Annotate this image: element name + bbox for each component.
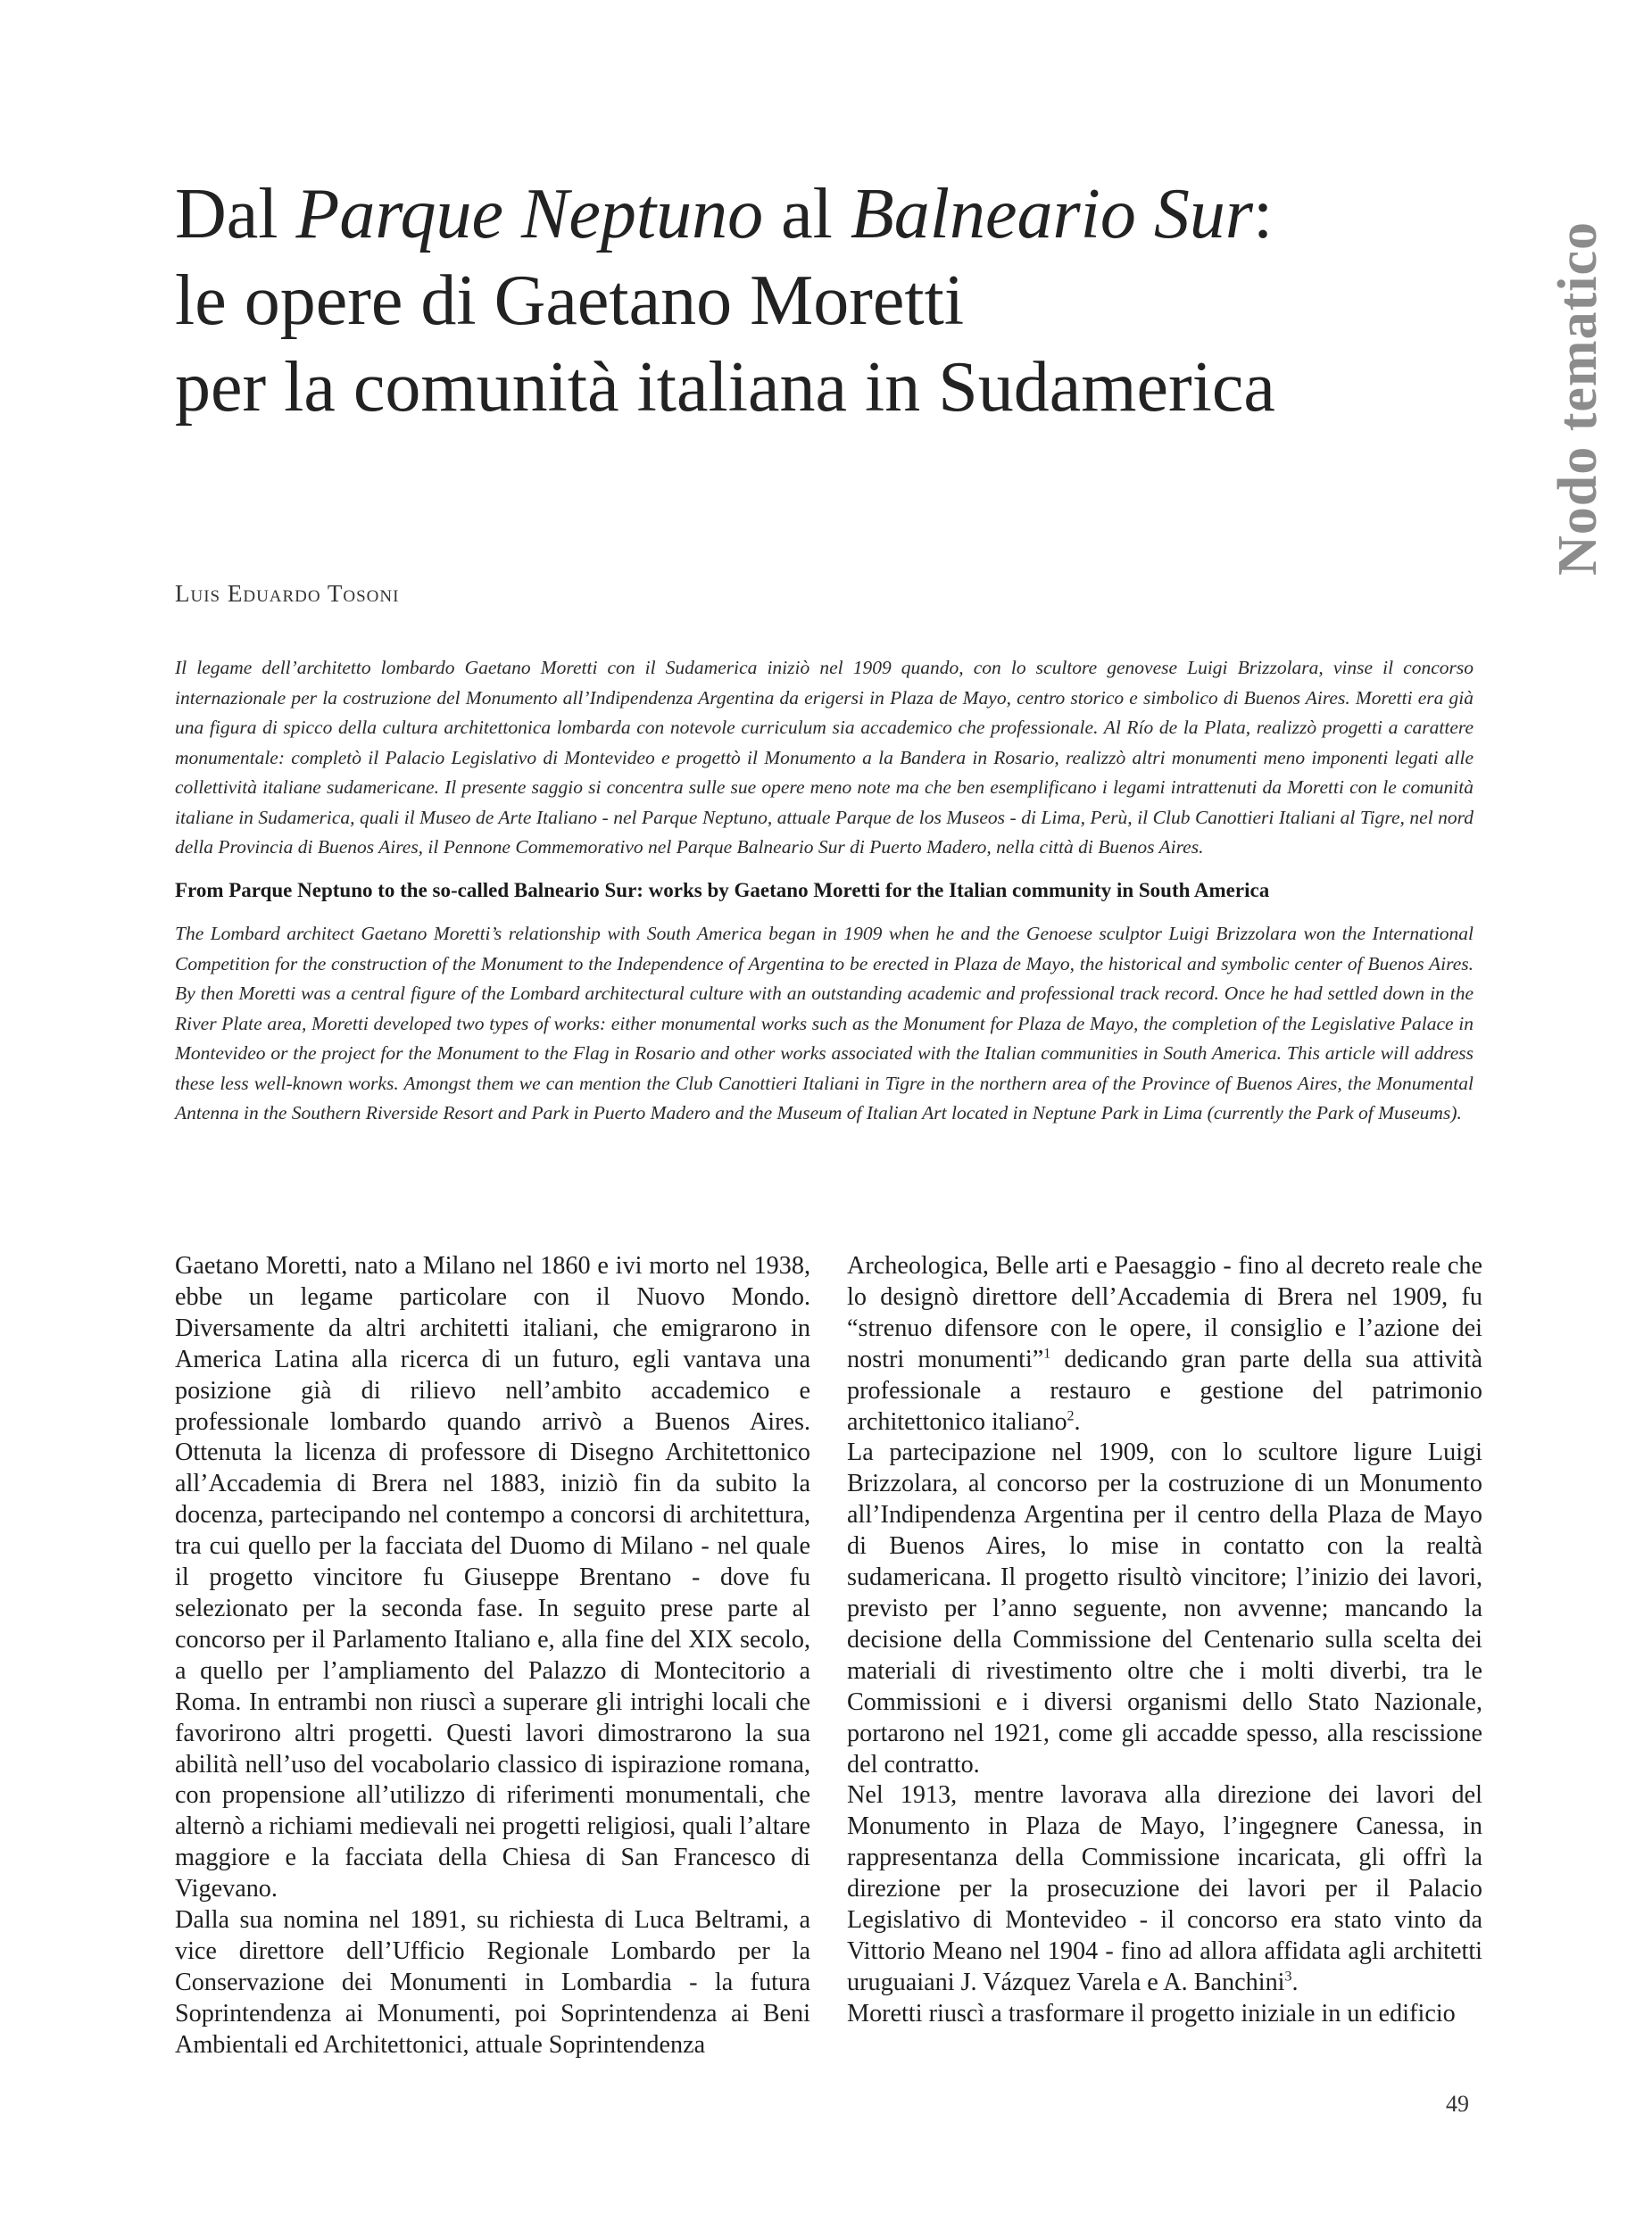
body-column-left <box>175 1251 810 2061</box>
paragraph-text: . <box>1074 1407 1081 1436</box>
body-paragraph: Gaetano Moretti, nato a Milano nel 1860 e ivi morto nel 1938, ebbe un legame particolare con il Nuovo Mondo. Diversamente da altri architetti italiani, che emigrarono in America Latina alla ricerca di un futuro, egli vantava una posizione già di rilievo nell’ambito accademico e professionale lombardo quando arrivò a Buenos Aires. Ottenuta la licenza di professore di Disegno Architettonico all’Accademia di Brera nel 1883, iniziò fin da subito la docenza, partecipando nel contempo a concorsi di architettura, tra cui quello per la facciata del Duomo di Milano - nel quale il progetto vincitore fu Giuseppe Brentano - dove fu selezionato per la seconda fase. In seguito prese parte al concorso per il Parlamento Italiano e, alla fine del XIX secolo, a quello per l’ampliamento del Palazzo di Montecitorio a Roma. In entrambi non riuscì a superare gli intrighi locali che favorirono altri progetti. Questi lavori dimostrarono la sua abilità nell’uso del vocabolario classico di ispirazione romana, con propensione all’utilizzo di riferimenti monumentali, che alternò a richiami medievali nei progetti religiosi, quali l’altare maggiore e la facciata della Chiesa di San Francesco di Vigevano. <box>175 1252 810 1903</box>
article-title <box>175 171 1532 431</box>
body-paragraph <box>847 1780 1482 1998</box>
footnote-ref[interactable]: 1 <box>1043 1346 1051 1362</box>
body-paragraph: La partecipazione nel 1909, con lo scultore ligure Luigi Brizzolara, al concorso per la costruzione di un Monumento all’Indipendenza Argentina per il centro della Plaza de Mayo di Buenos Aires, lo mise in contatto con la realtà sudamericana. Il progetto risultò vincitore; l’inizio dei lavori, previsto per l’anno seguente, non avvenne; mancando la decisione della Commissione del Centenario sulla scelta dei materiali di rivestimento oltre che i molti diverbi, tra le Commissioni e i diversi organismi dello Stato Nazionale, portarono nel 1921, come gli accadde spesso, alla rescissione del contratto. <box>847 1439 1482 1779</box>
body-column-right <box>847 1251 1482 2030</box>
paragraph-text: dedicando gran parte della sua attività professionale a restauro e gestione del patrimonio architettonico italiano <box>847 1345 1482 1436</box>
title-italic-parque-neptuno: Parque Neptuno <box>295 175 764 253</box>
title-text: : <box>1252 175 1274 253</box>
author-name: Luis Eduardo Tosoni <box>175 580 400 607</box>
paragraph-text: . <box>1291 1968 1299 1996</box>
body-paragraph: Moretti riuscì a trasformare il progetto iniziale in un edificio <box>847 1999 1456 2027</box>
section-side-label <box>1533 211 1623 585</box>
english-title-heading: From Parque Neptuno to the so-called Balneario Sur: works by Gaetano Moretti for the Italian community in South America <box>175 879 1270 901</box>
abstract-italian: Il legame dell’architetto lombardo Gaetano Moretti con il Sudamerica iniziò nel 1909 quando, con lo scultore genovese Luigi Brizzolara, vinse il concorso internazionale per la costruzione del Monumento all’Indipendenza Argentina da erigersi in Plaza de Mayo, centro storico e simbolico di Buenos Aires. Moretti era già una figura di spicco della cultura architettonica lombarda con notevole curriculum sia accademico che professionale. Al Río de la Plata, realizzò progetti a carattere monumentale: completò il Palacio Legislativo di Montevideo e progettò il Monumento a la Bandera in Rosario, realizzò altri monumenti meno imponenti legati alle collettività italiane sudamericane. Il presente saggio si concentra sulle sue opere meno note ma che ben esemplificano i legami intrattenuti da Moretti con le comunità italiane in Sudamerica, quali il Museo de Arte Italiano - nel Parque Neptuno, attuale Parque de los Museos - di Lima, Perù, il Club Canottieri Italiani al Tigre, nel nord della Provincia di Buenos Aires, il Pennone Commemorativo nel Parque Balneario Sur di Puerto Madero, nella città di Buenos Aires. <box>175 657 1474 858</box>
title-italic-balneario-sur: Balneario Sur <box>850 175 1253 253</box>
body-paragraph: Dalla sua nomina nel 1891, su richiesta di Luca Beltrami, a vice direttore dell’Ufficio Regionale Lombardo per la Conservazione dei Monumenti in Lombardia - la futura Soprintendenza ai Monumenti, poi Soprintendenza ai Beni Ambientali ed Architettonici, attuale Soprintendenza <box>175 1906 810 2059</box>
paragraph-text: Nel 1913, mentre lavorava alla direzione dei lavori del Monumento in Plaza de Mayo, l’ingegnere Canessa, in rappresentanza della Commissione incaricata, gli offrì la direzione per la prosecuzione dei lavori per il Palacio Legislativo di Montevideo - il concorso era stato vinto da Vittorio Meano nel 1904 - fino ad allora affidata agli architetti uruguaiani J. Vázquez Varela e A. Banchini <box>847 1781 1482 1996</box>
title-line-1 <box>175 171 1532 258</box>
title-text: al <box>763 175 851 253</box>
title-text: Dal <box>175 175 296 253</box>
title-line-2: le opere di Gaetano Moretti <box>175 261 965 340</box>
footnote-ref[interactable]: 2 <box>1067 1408 1075 1424</box>
paragraph-text: Archeologica, Belle arti e Paesaggio - fino al decreto reale che lo designò direttore dell’Accademia di Brera nel 1909, fu “strenuo difensore con le opere, il consiglio e l’azione dei nostri monumenti” <box>847 1252 1482 1373</box>
section-side-label-text: Nodo tematico <box>1547 220 1608 576</box>
abstract-english: The Lombard architect Gaetano Moretti’s relationship with South America began in 1909 when he and the Genoese sculptor Luigi Brizzolara won the International Competition for the construction of the Monument to the Independence of Argentina to be erected in Plaza de Mayo, the historical and symbolic center of Buenos Aires. By then Moretti was a central figure of the Lombard architectural culture with an outstanding academic and professional track record. Once he had settled down in the River Plate area, Moretti developed two types of works: either monumental works such as the Monument for Plaza de Mayo, the completion of the Legislative Palace in Montevideo or the project for the Monument to the Flag in Rosario and other works associated with the Italian communities in South America. This article will address these less well-known works. Amongst them we can mention the Club Canottieri Italiani in Tigre in the northern area of the Province of Buenos Aires, the Monumental Antenna in the Southern Riverside Resort and Park in Puerto Madero and the Museum of Italian Art located in Neptune Park in Lima (currently the Park of Museums). <box>175 923 1474 1124</box>
footnote-ref[interactable]: 3 <box>1284 1969 1292 1985</box>
page-number: 49 <box>1446 2091 1469 2117</box>
title-line-3: per la comunità italiana in Sudamerica <box>175 348 1275 427</box>
body-paragraph <box>847 1251 1482 1438</box>
